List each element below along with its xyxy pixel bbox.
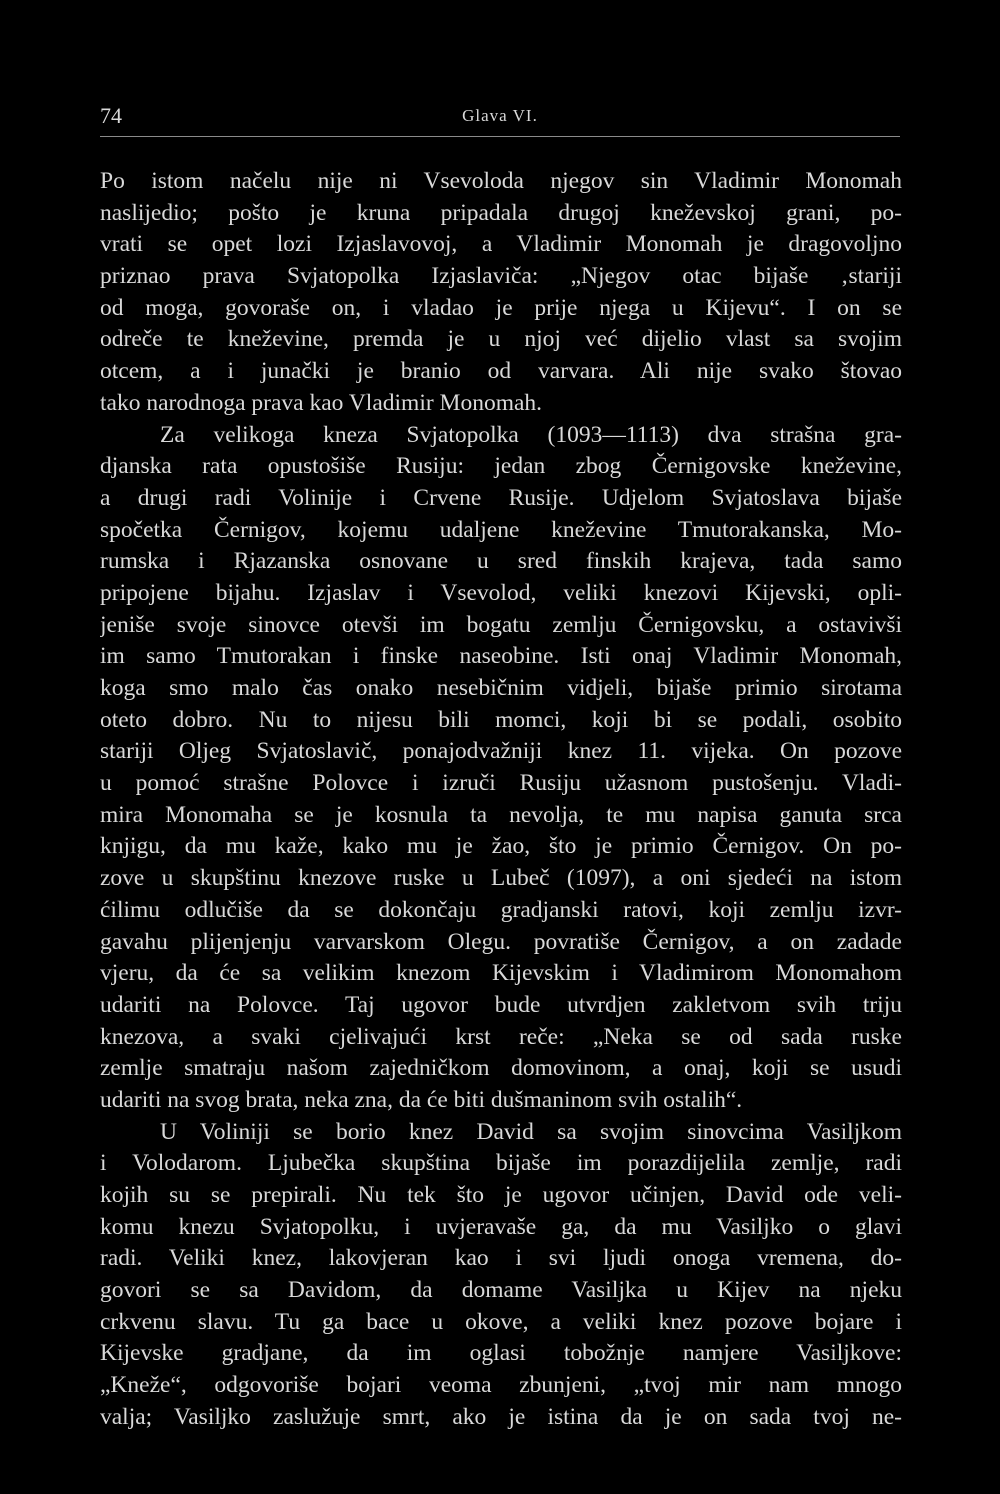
text-line: oteto dobro. Nu to nijesu bili momci, koji bi se podali, osobito — [100, 706, 902, 733]
text-line: crkvenu slavu. Tu ga bace u okove, a veliki knez pozove bojare i — [100, 1308, 902, 1335]
paragraph-start-line: Za velikoga kneza Svjatopolka (1093—1113) dva strašna gra- — [160, 421, 902, 448]
text-line: govori se sa Davidom, da domame Vasiljka u Kijev na njeku — [100, 1277, 902, 1304]
text-line: otcem, a i junački je branio od varvara. Ali nije svako štovao — [100, 358, 902, 385]
text-line: kojih su se prepirali. Nu tek što je ugovor učinjen, David ode veli- — [100, 1182, 902, 1208]
page-number: 74 — [100, 103, 122, 128]
text-line: u pomoć strašne Polovce i izruči Rusiju užasnom pustošenju. Vladi- — [100, 770, 902, 797]
paragraph-end-line: udariti na svog brata, neka zna, da će biti dušmaninom svih ostalih“. — [100, 1086, 743, 1113]
text-line: naslijedio; pošto je kruna pripadala drugoj kneževskoj grani, po- — [100, 199, 902, 226]
text-line: a drugi radi Volinije i Crvene Rusije. Udjelom Svjatoslava bijaše — [100, 484, 902, 511]
text-line: i Volodarom. Ljubečka skupština bijaše im porazdijelila zemlje, radi — [100, 1150, 902, 1177]
text-line: knezova, a svaki cjelivajući krst reče: „Neka se od sada ruske — [100, 1023, 902, 1050]
text-line: komu knezu Svjatopolku, i uvjeravaše ga, da mu Vasiljko o glavi — [100, 1213, 902, 1240]
text-line: knjigu, da mu kaže, kako mu je žao, što je primio Černigov. On po- — [100, 833, 902, 860]
text-line: priznao prava Svjatopolka Izjaslaviča: „Njegov otac bijaše ‚stariji — [100, 263, 902, 290]
text-line: rumska i Rjazanska osnovane u sred finskih krajeva, tada samo — [100, 548, 902, 575]
text-line: spočetka Černigov, kojemu udaljene kneževine Tmutorakanska, Mo- — [100, 516, 902, 543]
header-rule — [100, 136, 900, 137]
page-header — [100, 102, 900, 138]
text-line: Kijevske gradjane, da im oglasi tobožnje namjere Vasiljkove: — [100, 1340, 902, 1367]
text-line: Po istom načelu nije ni Vsevoloda njegov sin Vladimir Monomah — [100, 168, 902, 194]
chapter-title: Glava VI. — [462, 106, 538, 125]
text-line: zemlje smatraju našom zajedničkom domovinom, a onaj, koji se usudi — [100, 1055, 902, 1082]
text-line: koga smo malo čas onako nesebičnim vidjeli, bijaše primio sirotama — [100, 675, 902, 701]
text-line: mira Monomaha se je kosnula ta nevolja, te mu napisa ganuta srca — [100, 801, 902, 828]
text-line: vrati se opet lozi Izjaslavovoj, a Vladimir Monomah je dragovoljno — [100, 231, 902, 258]
text-line: gavahu plijenjenju varvarskom Olegu. povratiše Černigov, a on zadade — [100, 928, 902, 955]
paragraph-end-line: tako narodnoga prava kao Vladimir Monomah. — [100, 389, 543, 416]
text-line: im samo Tmutorakan i finske naseobine. Isti onaj Vladimir Monomah, — [100, 643, 902, 670]
text-line: od moga, govoraše on, i vladao je prije njega u Kijevu“. I on se — [100, 294, 902, 321]
text-line: valja; Vasiljko zaslužuje smrt, ako je istina da je on sada tvoj ne- — [100, 1403, 902, 1430]
text-line: jeniše svoje sinovce otevši im bogatu zemlju Černigovsku, a ostavivši — [100, 611, 902, 638]
text-line: pripojene bijahu. Izjaslav i Vsevolod, veliki knezovi Kijevski, opli- — [100, 579, 902, 606]
text-line: zove u skupštinu knezove ruske u Lubeč (1097), a oni sjedeći na istom — [100, 865, 902, 892]
body-text — [100, 166, 902, 1434]
text-line: radi. Veliki knez, lakovjeran kao i svi ljudi onoga vremena, do- — [100, 1245, 902, 1272]
text-line: ćilimu odlučiše da se dokončaju gradjanski ratovi, koji zemlju izvr- — [100, 896, 902, 923]
paragraph-start-line: U Voliniji se borio knez David sa svojim sinovcima Vasiljkom — [160, 1118, 902, 1145]
text-line: stariji Oljeg Svjatoslavič, ponajodvažniji knez 11. vijeka. On pozove — [100, 738, 902, 765]
text-line: vjeru, da će sa velikim knezom Kijevskim i Vladimirom Monomahom — [100, 960, 902, 987]
text-line: djanska rata opustošiše Rusiju: jedan zbog Černigovske kneževine, — [100, 453, 902, 480]
text-line: „Kneže“, odgovoriše bojari veoma zbunjeni, „tvoj mir nam mnogo — [100, 1372, 902, 1399]
text-line: udariti na Polovce. Taj ugovor bude utvrdjen zakletvom svih triju — [100, 991, 902, 1018]
text-line: odreče te kneževine, premda je u njoj već dijelio vlast sa svojim — [100, 326, 902, 353]
